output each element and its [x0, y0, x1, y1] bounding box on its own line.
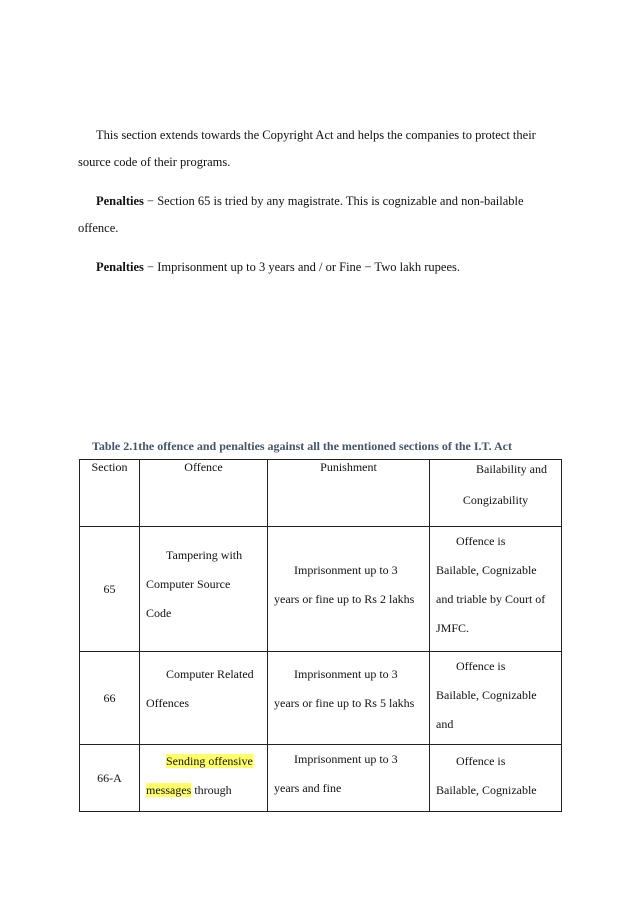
bail-line: JMFC. — [436, 621, 470, 635]
offence-line: Tampering with — [166, 548, 243, 562]
cell-section: 66-A — [80, 745, 140, 812]
cell-offence — [140, 652, 268, 745]
cell-section: 65 — [80, 527, 140, 652]
paragraph-penalties-fine — [78, 254, 560, 281]
paragraph-penalties-65 — [78, 188, 560, 242]
cell-section: 66 — [80, 652, 140, 745]
cell-bailability — [430, 652, 562, 745]
offence-line: Computer Related — [166, 667, 254, 681]
bail-line: Offence is — [456, 659, 506, 673]
paragraph-line: offence. — [78, 221, 119, 235]
offence-line-highlighted: messages — [146, 783, 192, 797]
offence-line-highlighted: Sending offensive — [166, 754, 253, 768]
bail-line: and — [436, 717, 454, 731]
offence-line: Computer Source — [146, 577, 231, 591]
punishment-line: years and fine — [274, 781, 342, 795]
paragraph-copyright — [78, 122, 560, 176]
bail-line: Bailable, Cognizable — [436, 688, 537, 702]
punishment-line: Imprisonment up to 3 — [294, 752, 398, 766]
penalties-label: Penalties — [96, 194, 144, 208]
offence-line: through — [191, 783, 232, 797]
table-row — [80, 745, 562, 812]
bail-line: Bailable, Cognizable — [436, 783, 537, 797]
punishment-line: Imprisonment up to 3 — [294, 563, 398, 577]
header-section: Section — [80, 460, 140, 527]
bail-line: Offence is — [456, 534, 506, 548]
penalties-label: Penalties — [96, 260, 144, 274]
paragraph-line: This section extends towards the Copyright Act and helps the companies to protect their — [96, 128, 536, 142]
paragraph-line: source code of their programs. — [78, 155, 231, 169]
cell-punishment — [268, 745, 430, 812]
offence-line: Code — [146, 606, 172, 620]
cell-bailability — [430, 527, 562, 652]
cell-punishment — [268, 652, 430, 745]
table-row — [80, 527, 562, 652]
header-offence: Offence — [140, 460, 268, 527]
header-bailability — [430, 460, 562, 527]
cell-punishment — [268, 527, 430, 652]
header-bail-line1: Bailability and — [476, 462, 547, 476]
paragraph-line: − Imprisonment up to 3 years and / or Fine − Two lakh rupees. — [143, 260, 460, 274]
table-header-row — [80, 460, 562, 527]
header-bail-line2: Congizability — [462, 493, 529, 507]
bail-line: Bailable, Cognizable — [436, 563, 537, 577]
cell-offence — [140, 527, 268, 652]
offence-line: Offences — [146, 696, 190, 710]
table-row — [80, 652, 562, 745]
cell-offence — [140, 745, 268, 812]
table-caption: Table 2.1the offence and penalties against all the mentioned sections of the I.T. Act — [92, 439, 512, 453]
punishment-line: years or fine up to Rs 2 lakhs — [274, 592, 415, 606]
bail-line: and triable by Court of — [436, 592, 546, 606]
punishment-line: years or fine up to Rs 5 lakhs — [274, 696, 415, 710]
paragraph-line: − Section 65 is tried by any magistrate. This is cognizable and non-bailable — [143, 194, 524, 208]
cell-bailability — [430, 745, 562, 812]
bail-line: Offence is — [456, 754, 506, 768]
offence-table — [79, 459, 562, 812]
header-punishment: Punishment — [268, 460, 430, 527]
punishment-line: Imprisonment up to 3 — [294, 667, 398, 681]
